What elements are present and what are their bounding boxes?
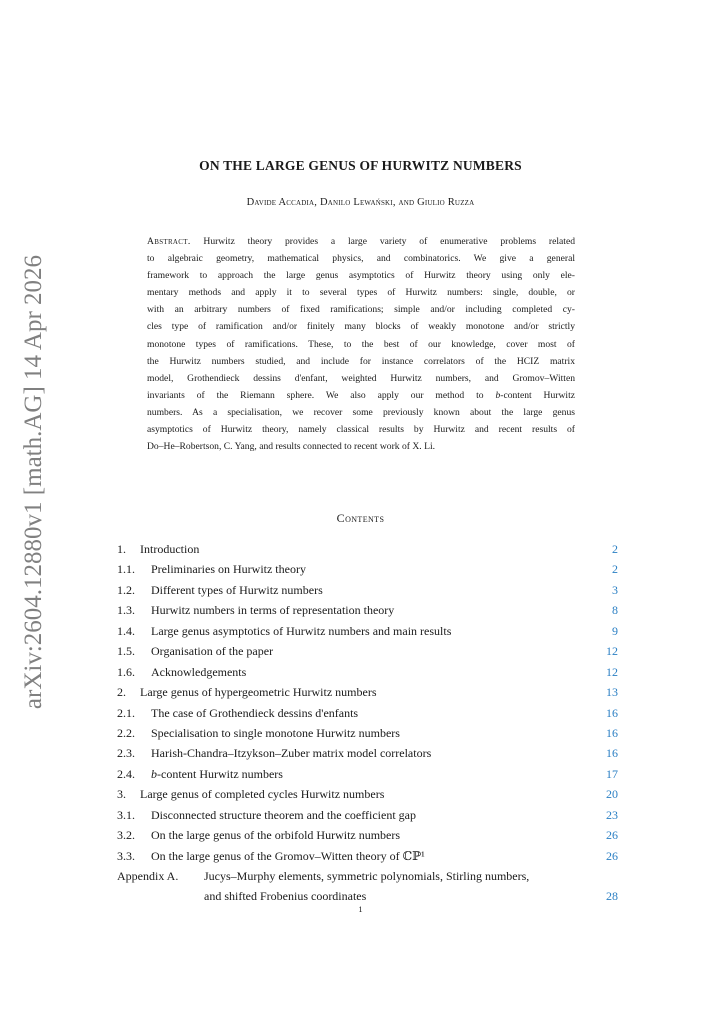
toc-page-link[interactable]: 12 [606, 664, 618, 679]
toc-entry-number: 1. [117, 542, 126, 556]
toc-entry[interactable] [117, 703, 618, 723]
paper-authors: Davide Accadia, Danilo Lewański, and Giulio Ruzza [246, 197, 475, 208]
toc-page-link[interactable]: 26 [606, 848, 618, 863]
toc-entry-title: Acknowledgements [151, 664, 247, 679]
toc-entry-title: Preliminaries on Hurwitz theory [151, 562, 306, 577]
toc-entry[interactable] [117, 539, 618, 559]
toc-page-link[interactable]: 16 [606, 705, 618, 720]
toc-entry[interactable] [117, 784, 618, 804]
toc-entry-title: Large genus of hypergeometric Hurwitz numbers [140, 685, 377, 700]
toc-entry[interactable] [117, 764, 618, 784]
toc-entry-title: Different types of Hurwitz numbers [151, 582, 323, 597]
toc-page-link[interactable]: 12 [606, 644, 618, 659]
toc-appendix-entry[interactable] [117, 866, 618, 886]
toc-entry-title: The case of Grothendieck dessins d'enfants [151, 705, 359, 720]
toc-entry-title: Hurwitz numbers in terms of representation theory [151, 603, 395, 618]
abstract [147, 233, 575, 455]
toc-entry-title: and shifted Frobenius coordinates [204, 889, 367, 903]
table-of-contents [117, 539, 618, 906]
toc-page-link[interactable]: 8 [612, 603, 618, 618]
abstract-line: Do–He–Robertson, C. Yang, and results connected to recent work of X. Li. [147, 441, 436, 453]
toc-entry-title-text: -content Hurwitz numbers [157, 766, 283, 781]
toc-entry[interactable] [117, 682, 618, 702]
paper-title: ON THE LARGE GENUS OF HURWITZ NUMBERS [199, 158, 522, 173]
toc-entry[interactable] [117, 580, 618, 600]
abstract-line: Abstract. Hurwitz theory provides a large variety of enumerative problems related [147, 236, 575, 247]
toc-entry-title: Jucys–Murphy elements, symmetric polynomials, Stirling numbers, [204, 869, 530, 883]
toc-entry-number: 1.6. [117, 664, 135, 679]
toc-page-link[interactable]: 16 [606, 746, 618, 761]
toc-entry-number: 3.3. [117, 848, 135, 863]
toc-page-link[interactable]: 3 [612, 582, 618, 597]
toc-entry-title [151, 764, 283, 784]
abstract-heading: Abstract. [147, 236, 191, 247]
toc-entry-number: 3.2. [117, 828, 135, 843]
b-content-phrase: b-content Hurwitz [495, 389, 575, 401]
toc-entry-title: Specialisation to single monotone Hurwitz numbers [151, 725, 400, 740]
abstract-line: asymptotics of Hurwitz theory, namely classical results by Hurwitz and recent results of [147, 424, 575, 436]
toc-entry-number: 3. [117, 787, 126, 802]
toc-entry-title: Organisation of the paper [151, 644, 274, 659]
toc-entry[interactable] [117, 723, 618, 743]
abstract-line: mentary methods and apply it to several types of Hurwitz numbers: single, double, or [147, 287, 575, 299]
toc-page-link[interactable]: 2 [612, 562, 618, 577]
abstract-line: monotone types of ramifications. These, to the best of our knowledge, cover most of [147, 338, 575, 350]
toc-page-link[interactable]: 28 [606, 889, 618, 903]
abstract-line: to algebraic geometry, mathematical physics, and combinatorics. We give a general [147, 253, 575, 265]
toc-entry[interactable] [117, 662, 618, 682]
abstract-line: invariants of the Riemann sphere. We also apply our method to b-content Hurwitz [147, 389, 575, 401]
page-number: 1 [358, 904, 363, 914]
abstract-line: model, Grothendieck dessins d'enfant, weighted Hurwitz numbers, and Gromov–Witten [147, 372, 575, 384]
toc-entry-title: On the large genus of the Gromov–Witten theory of ℂℙ¹ [151, 848, 425, 863]
toc-entry-number: 1.5. [117, 644, 135, 659]
toc-entry[interactable] [117, 559, 618, 579]
toc-entry-number: 1.1. [117, 562, 135, 577]
toc-entry-number: 1.2. [117, 582, 135, 597]
toc-entry-number: Appendix A. [117, 869, 179, 883]
toc-entry-number: 2.3. [117, 746, 135, 761]
toc-entry-number: 2.1. [117, 705, 135, 720]
abstract-line: with an arbitrary numbers of fixed ramifications; simple and/or including completed cy- [147, 304, 575, 316]
toc-entry-number: 3.1. [117, 807, 135, 822]
toc-entry[interactable] [117, 641, 618, 661]
toc-entry[interactable] [117, 805, 618, 825]
abstract-line: the Hurwitz numbers studied, and include for instance correlators of the HCIZ matrix [147, 355, 575, 367]
toc-entry-title: Harish-Chandra–Itzykson–Zuber matrix model correlators [151, 746, 432, 761]
toc-entry-title: On the large genus of the orbifold Hurwitz numbers [151, 828, 401, 843]
toc-page-link[interactable]: 17 [606, 766, 618, 781]
toc-page-link[interactable]: 13 [606, 685, 618, 700]
toc-entry-title: Introduction [140, 542, 200, 556]
toc-entry[interactable] [117, 846, 618, 866]
toc-entry-title: Large genus of completed cycles Hurwitz numbers [140, 787, 385, 802]
toc-entry[interactable] [117, 743, 618, 763]
toc-entry[interactable] [117, 825, 618, 845]
abstract-line: numbers. As a specialisation, we recover some previously known about the large genus [147, 406, 575, 418]
toc-page-link[interactable]: 23 [606, 807, 618, 822]
toc-page-link[interactable]: 2 [612, 542, 618, 556]
toc-entry-number: 1.4. [117, 623, 135, 638]
abstract-line: cles type of ramification and/or finitely many blocks of weakly monotone and/or strictly [147, 321, 575, 333]
toc-entry-number: 2. [117, 685, 126, 700]
toc-entry-number: 1.3. [117, 603, 135, 618]
toc-entry-title-prefix: b [151, 766, 157, 781]
toc-entry[interactable] [117, 621, 618, 641]
toc-entry-title: Disconnected structure theorem and the coefficient gap [151, 807, 417, 822]
toc-page-link[interactable]: 20 [606, 787, 618, 802]
toc-page-link[interactable]: 16 [606, 725, 618, 740]
toc-entry-title: Large genus asymptotics of Hurwitz numbers and main results [151, 623, 452, 638]
abstract-line: framework to approach the large genus asymptotics of Hurwitz theory using only ele- [147, 270, 575, 282]
arxiv-sidebar-stamp [14, 254, 54, 710]
toc-entry-number: 2.2. [117, 725, 135, 740]
toc-entry[interactable] [117, 600, 618, 620]
toc-page-link[interactable]: 26 [606, 828, 618, 843]
contents-heading: Contents [336, 511, 385, 525]
toc-page-link[interactable]: 9 [612, 623, 618, 638]
arxiv-identifier: arXiv:2604.12880v1 [math.AG] 14 Apr 2026 [20, 254, 47, 710]
toc-entry-number: 2.4. [117, 766, 135, 781]
